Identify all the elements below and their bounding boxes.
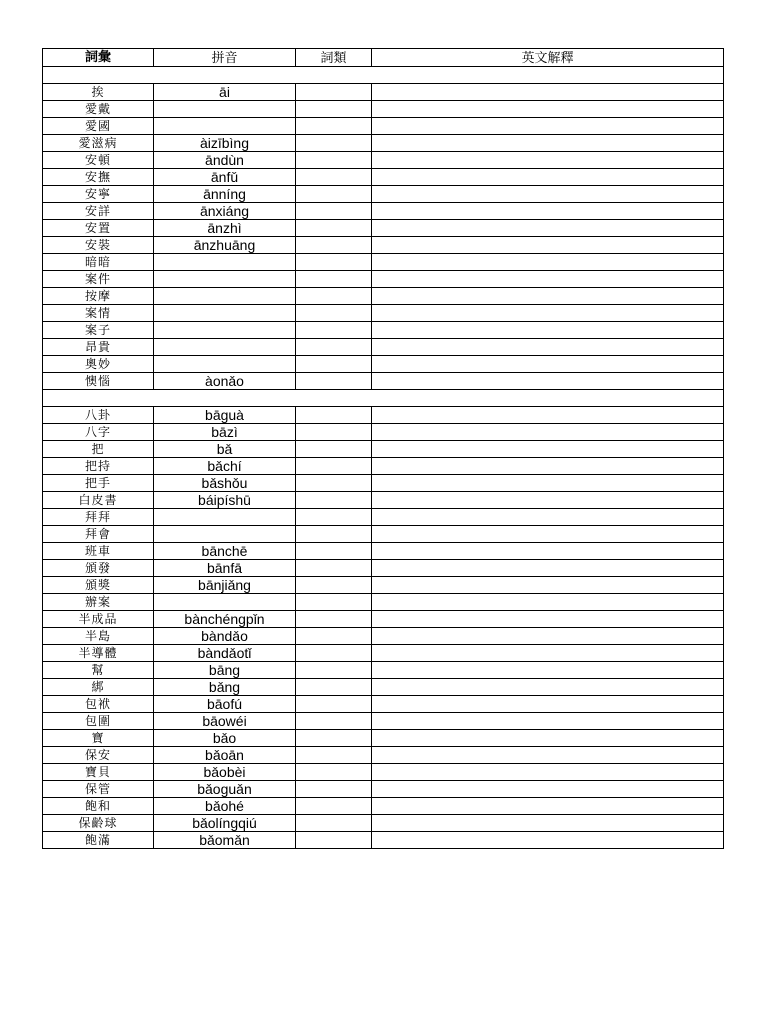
part-of-speech-cell	[296, 424, 372, 441]
word-cell: 把持	[43, 458, 154, 475]
english-cell	[372, 543, 724, 560]
english-cell	[372, 186, 724, 203]
english-cell	[372, 645, 724, 662]
part-of-speech-cell	[296, 135, 372, 152]
separator-cell	[43, 67, 724, 84]
english-cell	[372, 288, 724, 305]
pinyin-cell	[154, 356, 296, 373]
english-cell	[372, 475, 724, 492]
table-row	[43, 356, 724, 373]
english-cell	[372, 679, 724, 696]
pinyin-cell: àonǎo	[154, 373, 296, 390]
pinyin-cell: bǎ	[154, 441, 296, 458]
word-cell: 安頓	[43, 152, 154, 169]
header-pinyin: 拼音	[154, 49, 296, 67]
pinyin-cell	[154, 305, 296, 322]
word-cell: 頒獎	[43, 577, 154, 594]
english-cell	[372, 169, 724, 186]
word-cell: 寶	[43, 730, 154, 747]
pinyin-cell: bǎobèi	[154, 764, 296, 781]
part-of-speech-cell	[296, 475, 372, 492]
table-row	[43, 747, 724, 764]
table-row	[43, 458, 724, 475]
word-cell: 暗暗	[43, 254, 154, 271]
pinyin-cell: bǎshǒu	[154, 475, 296, 492]
part-of-speech-cell	[296, 169, 372, 186]
english-cell	[372, 271, 724, 288]
separator-cell	[43, 390, 724, 407]
pinyin-cell: báipíshū	[154, 492, 296, 509]
word-cell: 保齡球	[43, 815, 154, 832]
part-of-speech-cell	[296, 492, 372, 509]
word-cell: 拜會	[43, 526, 154, 543]
part-of-speech-cell	[296, 781, 372, 798]
pinyin-cell: ānxiáng	[154, 203, 296, 220]
header-english: 英文解釋	[372, 49, 724, 67]
pinyin-cell	[154, 526, 296, 543]
table-row	[43, 152, 724, 169]
part-of-speech-cell	[296, 594, 372, 611]
english-cell	[372, 628, 724, 645]
pinyin-cell: bāguà	[154, 407, 296, 424]
english-cell	[372, 458, 724, 475]
pinyin-cell: ānzhì	[154, 220, 296, 237]
english-cell	[372, 237, 724, 254]
table-row	[43, 135, 724, 152]
pinyin-cell: bàndǎotǐ	[154, 645, 296, 662]
word-cell: 飽和	[43, 798, 154, 815]
english-cell	[372, 407, 724, 424]
pinyin-cell: bānjiǎng	[154, 577, 296, 594]
part-of-speech-cell	[296, 645, 372, 662]
word-cell: 頒發	[43, 560, 154, 577]
pinyin-cell: bǎng	[154, 679, 296, 696]
english-cell	[372, 254, 724, 271]
english-cell	[372, 220, 724, 237]
english-cell	[372, 339, 724, 356]
word-cell: 挨	[43, 84, 154, 101]
word-cell: 案情	[43, 305, 154, 322]
word-cell: 安撫	[43, 169, 154, 186]
part-of-speech-cell	[296, 118, 372, 135]
word-cell: 半成品	[43, 611, 154, 628]
table-row	[43, 237, 724, 254]
table-row	[43, 322, 724, 339]
part-of-speech-cell	[296, 543, 372, 560]
part-of-speech-cell	[296, 254, 372, 271]
part-of-speech-cell	[296, 186, 372, 203]
word-cell: 安置	[43, 220, 154, 237]
word-cell: 案子	[43, 322, 154, 339]
header-word: 詞彙	[43, 49, 154, 67]
word-cell: 幫	[43, 662, 154, 679]
pinyin-cell: bānchē	[154, 543, 296, 560]
table-row	[43, 84, 724, 101]
english-cell	[372, 798, 724, 815]
english-cell	[372, 577, 724, 594]
table-row	[43, 611, 724, 628]
english-cell	[372, 526, 724, 543]
word-cell: 懊惱	[43, 373, 154, 390]
table-row	[43, 594, 724, 611]
english-cell	[372, 781, 724, 798]
table-row	[43, 424, 724, 441]
word-cell: 辦案	[43, 594, 154, 611]
english-cell	[372, 118, 724, 135]
part-of-speech-cell	[296, 679, 372, 696]
part-of-speech-cell	[296, 152, 372, 169]
english-cell	[372, 441, 724, 458]
english-cell	[372, 492, 724, 509]
pinyin-cell: bànchéngpǐn	[154, 611, 296, 628]
part-of-speech-cell	[296, 764, 372, 781]
pinyin-cell: bǎohé	[154, 798, 296, 815]
part-of-speech-cell	[296, 628, 372, 645]
english-cell	[372, 305, 724, 322]
table-row	[43, 577, 724, 594]
word-cell: 寶貝	[43, 764, 154, 781]
part-of-speech-cell	[296, 271, 372, 288]
section-separator-row	[43, 390, 724, 407]
english-cell	[372, 203, 724, 220]
table-row	[43, 560, 724, 577]
pinyin-cell: àizībìng	[154, 135, 296, 152]
english-cell	[372, 322, 724, 339]
part-of-speech-cell	[296, 441, 372, 458]
part-of-speech-cell	[296, 101, 372, 118]
pinyin-cell: āndùn	[154, 152, 296, 169]
table-row	[43, 696, 724, 713]
pinyin-cell: āi	[154, 84, 296, 101]
pinyin-cell: bǎchí	[154, 458, 296, 475]
word-cell: 奧妙	[43, 356, 154, 373]
pinyin-cell	[154, 118, 296, 135]
word-cell: 安裝	[43, 237, 154, 254]
table-row	[43, 118, 724, 135]
table-row	[43, 815, 724, 832]
pinyin-cell: ānzhuāng	[154, 237, 296, 254]
table-row	[43, 407, 724, 424]
table-row	[43, 254, 724, 271]
part-of-speech-cell	[296, 747, 372, 764]
pinyin-cell	[154, 288, 296, 305]
pinyin-cell: ānníng	[154, 186, 296, 203]
part-of-speech-cell	[296, 696, 372, 713]
english-cell	[372, 730, 724, 747]
pinyin-cell: bǎomǎn	[154, 832, 296, 849]
word-cell: 安詳	[43, 203, 154, 220]
english-cell	[372, 747, 724, 764]
part-of-speech-cell	[296, 611, 372, 628]
english-cell	[372, 815, 724, 832]
word-cell: 班車	[43, 543, 154, 560]
part-of-speech-cell	[296, 577, 372, 594]
part-of-speech-cell	[296, 526, 372, 543]
part-of-speech-cell	[296, 322, 372, 339]
english-cell	[372, 424, 724, 441]
part-of-speech-cell	[296, 509, 372, 526]
english-cell	[372, 611, 724, 628]
english-cell	[372, 373, 724, 390]
english-cell	[372, 356, 724, 373]
word-cell: 安寧	[43, 186, 154, 203]
part-of-speech-cell	[296, 288, 372, 305]
pinyin-cell	[154, 322, 296, 339]
header-row	[43, 49, 724, 67]
english-cell	[372, 84, 724, 101]
table-row	[43, 492, 724, 509]
pinyin-cell: bàndǎo	[154, 628, 296, 645]
part-of-speech-cell	[296, 407, 372, 424]
part-of-speech-cell	[296, 458, 372, 475]
word-cell: 按摩	[43, 288, 154, 305]
table-row	[43, 679, 724, 696]
part-of-speech-cell	[296, 373, 372, 390]
word-cell: 半導體	[43, 645, 154, 662]
table-row	[43, 339, 724, 356]
table-row	[43, 271, 724, 288]
part-of-speech-cell	[296, 305, 372, 322]
english-cell	[372, 152, 724, 169]
table-row	[43, 662, 724, 679]
word-cell: 飽滿	[43, 832, 154, 849]
table-row	[43, 373, 724, 390]
table-row	[43, 713, 724, 730]
part-of-speech-cell	[296, 713, 372, 730]
pinyin-cell: bǎoān	[154, 747, 296, 764]
table-row	[43, 730, 724, 747]
word-cell: 愛戴	[43, 101, 154, 118]
pinyin-cell: ānfǔ	[154, 169, 296, 186]
pinyin-cell: bāowéi	[154, 713, 296, 730]
table-row	[43, 186, 724, 203]
table-row	[43, 628, 724, 645]
table-row	[43, 288, 724, 305]
table-row	[43, 305, 724, 322]
word-cell: 白皮書	[43, 492, 154, 509]
part-of-speech-cell	[296, 237, 372, 254]
english-cell	[372, 135, 724, 152]
english-cell	[372, 764, 724, 781]
part-of-speech-cell	[296, 356, 372, 373]
word-cell: 八字	[43, 424, 154, 441]
english-cell	[372, 560, 724, 577]
table-row	[43, 475, 724, 492]
word-cell: 昂貴	[43, 339, 154, 356]
word-cell: 把手	[43, 475, 154, 492]
part-of-speech-cell	[296, 339, 372, 356]
word-cell: 拜拜	[43, 509, 154, 526]
pinyin-cell	[154, 271, 296, 288]
part-of-speech-cell	[296, 662, 372, 679]
pinyin-cell: bǎo	[154, 730, 296, 747]
part-of-speech-cell	[296, 220, 372, 237]
part-of-speech-cell	[296, 560, 372, 577]
table-row	[43, 781, 724, 798]
pinyin-cell: bāng	[154, 662, 296, 679]
part-of-speech-cell	[296, 84, 372, 101]
table-row	[43, 832, 724, 849]
vocabulary-table	[42, 48, 724, 849]
word-cell: 包圍	[43, 713, 154, 730]
english-cell	[372, 101, 724, 118]
part-of-speech-cell	[296, 798, 372, 815]
table-row	[43, 220, 724, 237]
table-row	[43, 509, 724, 526]
english-cell	[372, 509, 724, 526]
table-row	[43, 526, 724, 543]
pinyin-cell: bǎoguǎn	[154, 781, 296, 798]
table-row	[43, 764, 724, 781]
pinyin-cell	[154, 339, 296, 356]
word-cell: 保安	[43, 747, 154, 764]
word-cell: 把	[43, 441, 154, 458]
english-cell	[372, 832, 724, 849]
word-cell: 愛國	[43, 118, 154, 135]
part-of-speech-cell	[296, 203, 372, 220]
header-part-of-speech: 詞類	[296, 49, 372, 67]
english-cell	[372, 662, 724, 679]
table-row	[43, 101, 724, 118]
table-row	[43, 169, 724, 186]
english-cell	[372, 696, 724, 713]
table-row	[43, 645, 724, 662]
pinyin-cell: bānfā	[154, 560, 296, 577]
table-row	[43, 798, 724, 815]
part-of-speech-cell	[296, 815, 372, 832]
word-cell: 八卦	[43, 407, 154, 424]
pinyin-cell: bāzì	[154, 424, 296, 441]
part-of-speech-cell	[296, 832, 372, 849]
table-row	[43, 203, 724, 220]
word-cell: 保管	[43, 781, 154, 798]
pinyin-cell	[154, 594, 296, 611]
section-separator-row	[43, 67, 724, 84]
word-cell: 包袱	[43, 696, 154, 713]
pinyin-cell: bāofú	[154, 696, 296, 713]
word-cell: 愛滋病	[43, 135, 154, 152]
word-cell: 綁	[43, 679, 154, 696]
pinyin-cell	[154, 509, 296, 526]
word-cell: 半島	[43, 628, 154, 645]
pinyin-cell	[154, 254, 296, 271]
part-of-speech-cell	[296, 730, 372, 747]
pinyin-cell: bǎolíngqiú	[154, 815, 296, 832]
english-cell	[372, 713, 724, 730]
table-row	[43, 543, 724, 560]
english-cell	[372, 594, 724, 611]
table-row	[43, 441, 724, 458]
pinyin-cell	[154, 101, 296, 118]
word-cell: 案件	[43, 271, 154, 288]
